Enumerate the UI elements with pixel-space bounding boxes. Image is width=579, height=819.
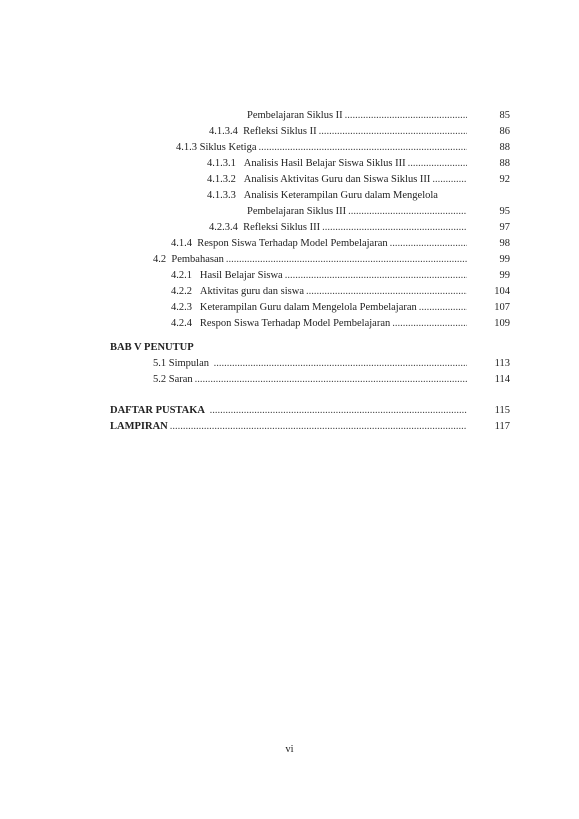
- toc-leader: [195, 372, 467, 388]
- toc-entry-number: 4.2.2: [171, 286, 192, 297]
- toc-entry-title: Analisis Hasil Belajar Siswa Siklus III: [243, 158, 406, 169]
- toc-entry: [0, 172, 579, 188]
- toc-entry-title: Siklus Ketiga: [199, 142, 257, 153]
- toc-entry-title: Respon Siswa Terhadap Model Pembelajaran: [199, 318, 391, 329]
- toc-entry-page: 99: [499, 270, 510, 281]
- toc-entry-page: 98: [499, 238, 510, 249]
- toc-entry-title: Refleksi Siklus II: [243, 126, 317, 137]
- toc-entry-number: 4.2.3.4: [209, 222, 238, 233]
- toc-entry: [0, 220, 579, 236]
- toc-leader: [210, 403, 467, 419]
- toc-entry-title: Aktivitas guru dan siswa: [199, 286, 304, 297]
- toc-leader: [419, 300, 467, 316]
- toc-entry-number: 4.1.3: [176, 142, 197, 153]
- toc-entry-page: 92: [499, 174, 510, 185]
- toc-entry: [0, 108, 579, 124]
- toc-entry-number: 4.2.3: [171, 302, 192, 313]
- toc-entry: [0, 419, 579, 435]
- toc-entry-number: 4.1.4: [171, 238, 192, 249]
- toc-entry: [0, 252, 579, 268]
- toc-entry: [0, 156, 579, 172]
- toc-entry: [0, 372, 579, 388]
- toc-leader: [432, 172, 467, 188]
- toc-entry: [0, 188, 579, 204]
- toc-leader: [322, 220, 467, 236]
- toc-entry-title: Pembelajaran Siklus II: [247, 110, 343, 121]
- toc-entry-number: 5.1: [153, 358, 167, 369]
- toc-entry-title: Simpulan: [168, 358, 210, 369]
- toc-entry-page: 86: [499, 126, 510, 137]
- toc-entry-title: Pembahasan: [171, 254, 224, 265]
- toc-entry-page: 95: [499, 206, 510, 217]
- toc-entry-page: 88: [499, 142, 510, 153]
- toc-entry: [0, 284, 579, 300]
- toc-entry-title: Saran: [168, 374, 193, 385]
- toc-entry-title: Respon Siswa Terhadap Model Pembelajaran: [197, 238, 388, 249]
- toc-entry-page: 107: [494, 302, 510, 313]
- chapter-title: BAB V PENUTUP: [110, 342, 194, 353]
- toc-entry-page: 88: [499, 158, 510, 169]
- toc-entry: [0, 140, 579, 156]
- toc-entry-page: 117: [494, 421, 510, 432]
- toc-entry-page: 97: [499, 222, 510, 233]
- toc-leader: [259, 140, 468, 156]
- toc-entry-number: 4.1.3.2: [207, 174, 236, 185]
- toc-entry: [0, 204, 579, 220]
- toc-entry-page: 109: [494, 318, 510, 329]
- toc-entry-title: DAFTAR PUSTAKA: [110, 405, 205, 416]
- toc-leader: [214, 356, 467, 372]
- toc-entry-page: 115: [494, 405, 510, 416]
- toc-entry: [0, 356, 579, 372]
- toc-entry: [0, 124, 579, 140]
- toc-entry-title: Pembelajaran Siklus III: [247, 206, 347, 217]
- toc-entry-page: 85: [499, 110, 510, 121]
- toc-leader: [306, 284, 467, 300]
- toc-entry-page: 113: [494, 358, 510, 369]
- toc-entry-number: 4.1.3.1: [207, 158, 236, 169]
- toc-entry: [0, 268, 579, 284]
- toc-entry: [0, 300, 579, 316]
- toc-entry: [0, 403, 579, 419]
- toc-entry-title: LAMPIRAN: [110, 421, 168, 432]
- toc-entry-page: 104: [494, 286, 510, 297]
- toc-entry-title: Analisis Keterampilan Guru dalam Mengelola: [243, 190, 438, 201]
- toc-leader: [392, 316, 467, 332]
- toc-leader: [226, 252, 467, 268]
- toc-entry-title: Keterampilan Guru dalam Mengelola Pembelajaran: [199, 302, 417, 313]
- chapter-heading: [0, 340, 579, 356]
- toc-entry-title: Refleksi Siklus III: [243, 222, 321, 233]
- toc-leader: [345, 108, 467, 124]
- toc-entry-title: Analisis Aktivitas Guru dan Siswa Siklus III: [243, 174, 431, 185]
- toc-entry-number: 4.2.1: [171, 270, 192, 281]
- page-number: vi: [285, 744, 294, 755]
- toc-entry: [0, 236, 579, 252]
- toc-leader: [170, 419, 467, 435]
- toc-leader: [348, 204, 467, 220]
- toc-entry-number: 4.2: [153, 254, 167, 265]
- toc-leader: [319, 124, 467, 140]
- toc-entry-page: 114: [494, 374, 510, 385]
- toc-leader: [285, 268, 467, 284]
- toc-entry-page: 99: [499, 254, 510, 265]
- toc-leader: [390, 236, 467, 252]
- toc-leader: [408, 156, 467, 172]
- toc-entry-number: 4.2.4: [171, 318, 192, 329]
- toc-entry: [0, 316, 579, 332]
- toc-entry-number: 4.1.3.3: [207, 190, 236, 201]
- toc-entry-title: Hasil Belajar Siswa: [199, 270, 283, 281]
- toc-entry-number: 4.1.3.4: [209, 126, 238, 137]
- toc-entry-number: 5.2: [153, 374, 167, 385]
